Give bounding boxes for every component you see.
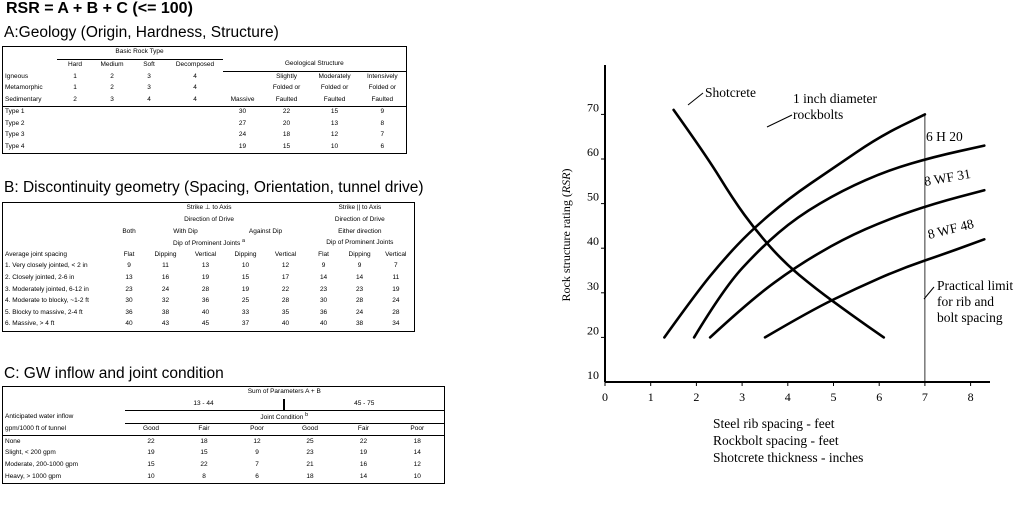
rock-cell: 2 [110, 84, 114, 92]
rating-cell: 24 [355, 308, 364, 316]
rating-cell: 19 [201, 273, 210, 281]
against-dip-header: Against Dip [248, 227, 283, 235]
rating-cell: 28 [355, 297, 364, 305]
shotcrete-leader [688, 93, 703, 105]
rating-cell: 8 [202, 472, 206, 480]
rating-cell: 15 [200, 449, 208, 457]
geo-col-header: Faulted [263, 95, 311, 107]
y-tick-label: 60 [587, 145, 599, 159]
either-direction-header: Either direction [338, 227, 382, 235]
rock-cell: 3 [147, 84, 151, 92]
rating-cell: 23 [319, 285, 328, 293]
rating-cell: 9 [357, 262, 362, 270]
series-label-4: 8 WF 48 [926, 215, 976, 242]
sum-parameters-header: Sum of Parameters A + B [247, 388, 321, 396]
type-cell: 6 [380, 142, 385, 150]
x-tick-label: 0 [602, 390, 608, 404]
series-label-2: 6 H 20 [926, 129, 963, 144]
rating-cell: 18 [306, 472, 314, 480]
geo-col-header: Folded or [272, 84, 301, 92]
rock-cell: 2 [110, 72, 114, 80]
rating-cell: 19 [147, 449, 155, 457]
geo-col-header: Folded or [368, 84, 397, 92]
rating-cell: 28 [392, 308, 400, 316]
rating-cell: 10 [147, 472, 155, 480]
dip-prominent-header [113, 238, 306, 250]
type-cell: 30 [238, 108, 247, 116]
rating-cell: 11 [392, 273, 400, 281]
rating-cell: 28 [201, 285, 210, 293]
type-cell: 8 [380, 119, 385, 127]
unit-header: gpm/1000 ft of tunnel [3, 423, 125, 436]
type-row-label: Type 1 [5, 108, 25, 116]
y-tick-label: 20 [587, 323, 599, 338]
x-tick-label: 2 [693, 390, 700, 404]
rating-cell: 38 [355, 320, 364, 328]
x-tick-label: 6 [876, 390, 883, 404]
geo-col-header: Folded or [320, 84, 349, 92]
rock-cell: 1 [73, 84, 77, 92]
geo-col-header: Massive [223, 95, 263, 107]
type-cell: 9 [380, 108, 385, 116]
sub-col-header: Dipping [154, 250, 177, 258]
rating-cell: 25 [241, 297, 250, 305]
series-line-1 [664, 114, 925, 337]
inflow-row-label: Moderate, 200-1000 gpm [5, 460, 78, 468]
rating-cell: 9 [255, 449, 259, 457]
rating-cell: 7 [394, 262, 398, 270]
rating-cell: 40 [201, 308, 210, 316]
spacing-row-label: 4. Moderate to blocky, ~1-2 ft [5, 297, 89, 305]
rating-cell: 32 [161, 297, 170, 305]
type-row-label: Type 4 [5, 142, 25, 150]
rating-cell: 22 [281, 285, 290, 293]
spacing-row-label: 1. Very closely jointed, < 2 in [5, 262, 88, 270]
hardness-col: Hard [67, 60, 83, 68]
geological-structure-header: Geological Structure [223, 59, 407, 71]
rating-cell: 15 [241, 273, 250, 281]
rating-cell: 22 [359, 437, 368, 445]
x-axis-label-line: Steel rib spacing - feet [713, 416, 835, 431]
rating-cell: 36 [201, 297, 210, 305]
rating-cell: 40 [319, 320, 328, 328]
rating-cell: 12 [413, 460, 421, 468]
rock-cell: 3 [147, 72, 151, 80]
x-tick-label: 7 [921, 390, 928, 404]
rating-cell: 6 [255, 472, 259, 480]
geo-col-header: Faulted [311, 95, 359, 107]
type-row-label: Type 2 [5, 119, 25, 127]
rating-cell: 40 [281, 320, 290, 328]
geo-col-header: Moderately [318, 72, 351, 80]
chart-ticks [587, 100, 974, 404]
rating-cell: 9 [321, 262, 326, 270]
rating-cell: 45 [201, 320, 210, 328]
rock-cell: 4 [168, 95, 223, 107]
rating-cell: 10 [241, 262, 250, 270]
rating-cell: 25 [306, 437, 314, 445]
spacing-row-label: 3. Moderately jointed, 6-12 in [5, 285, 89, 293]
rock-row-label: Metamorphic [5, 84, 43, 92]
footnote-a: a [242, 238, 246, 245]
section-c-title: C: GW inflow and joint condition [4, 365, 224, 382]
y-axis-label: Rock structure rating (RSR) [559, 168, 573, 302]
type-cell: 20 [282, 119, 291, 127]
type-cell: 12 [330, 131, 339, 139]
y-tick-label: 50 [587, 189, 599, 204]
series-label-0: Shotcrete [705, 85, 756, 100]
condition-col: Fair [337, 423, 391, 436]
sub-col-header: Flat [123, 250, 135, 258]
rating-cell: 38 [161, 308, 170, 316]
rating-cell: 13 [201, 262, 210, 270]
series-label-1: 1 inch diameter rockbolts [793, 91, 877, 122]
rating-cell: 22 [147, 437, 155, 445]
x-tick-label: 4 [784, 390, 791, 404]
footnote-b: b [305, 411, 309, 418]
condition-col: Good [284, 423, 337, 436]
both-header: Both [122, 227, 136, 235]
rating-cell: 19 [241, 285, 250, 293]
y-tick-label: 10 [587, 368, 599, 382]
rating-cell: 17 [281, 273, 290, 281]
rating-cell: 18 [200, 437, 208, 445]
with-dip-header: With Dip [173, 227, 198, 235]
rating-cell: 23 [125, 285, 133, 293]
page-title: RSR = A + B + C (<= 100) [6, 0, 193, 17]
spacing-row-label: 5. Blocky to massive, 2-4 ft [5, 308, 83, 316]
rating-cell: 14 [319, 273, 328, 281]
x-axis-label-line: Shotcrete thickness - inches [713, 450, 864, 465]
sub-col-header: Vertical [194, 250, 217, 258]
practical-limit-label: Practical limit for rib and bolt spacing [937, 278, 1014, 325]
spacing-row-label: 6. Massive, > 4 ft [5, 320, 55, 328]
rating-cell: 30 [125, 297, 133, 305]
rock-row-label: Igneous [5, 72, 29, 80]
rating-cell: 30 [319, 297, 328, 305]
rating-cell: 11 [162, 262, 169, 270]
geo-col-header [223, 71, 263, 83]
rating-cell: 40 [125, 320, 133, 328]
rating-cell: 13 [125, 273, 133, 281]
rock-cell: 4 [193, 72, 197, 80]
type-cell: 22 [282, 108, 291, 116]
direction-of-drive-header: Direction of Drive [334, 215, 385, 223]
rating-cell: 23 [306, 449, 314, 457]
type-cell: 13 [330, 119, 339, 127]
x-axis-label-line: Rockbolt spacing - feet [713, 433, 839, 448]
groundwater-table [2, 386, 445, 484]
rating-cell: 43 [161, 320, 170, 328]
type-cell: 19 [238, 142, 247, 150]
condition-col: Poor [391, 423, 445, 436]
condition-col: Poor [231, 423, 284, 436]
joint-condition-header [125, 411, 445, 424]
strike-perpendicular-header: Strike ⊥ to Axis [186, 204, 232, 212]
x-tick-label: 5 [830, 390, 837, 404]
basic-rock-type-header: Basic Rock Type [57, 47, 223, 60]
hardness-col: Medium [100, 60, 124, 68]
series-label-3: 8 WF 31 [922, 166, 972, 189]
rating-cell: 12 [281, 262, 290, 270]
rating-cell: 14 [355, 273, 364, 281]
rating-cell: 34 [392, 320, 400, 328]
type-cell: 24 [238, 131, 247, 139]
x-tick-label: 3 [739, 390, 746, 404]
rating-cell: 12 [253, 437, 261, 445]
sub-col-header: Vertical [274, 250, 297, 258]
rating-cell: 16 [161, 273, 170, 281]
range-45-75: 45 - 75 [284, 399, 445, 411]
rating-cell: 18 [413, 437, 421, 445]
type-cell: 15 [282, 142, 291, 150]
rating-cell: 9 [127, 262, 131, 270]
y-tick-label: 30 [587, 278, 599, 293]
inflow-header: Anticipated water inflow [5, 412, 74, 420]
inflow-row-label: None [5, 437, 21, 445]
rating-cell: 22 [200, 460, 208, 468]
inflow-row-label: Slight, < 200 gpm [5, 449, 56, 457]
rock-row-label: Sedimentary [3, 95, 57, 107]
type-cell: 27 [238, 119, 247, 127]
y-tick-label: 70 [587, 100, 599, 115]
rating-cell: 14 [413, 449, 421, 457]
x-tick-label: 8 [967, 390, 974, 404]
geology-table [2, 46, 407, 154]
spacing-header: Average joint spacing [5, 250, 68, 258]
spacing-row-label: 2. Closely jointed, 2-6 in [5, 273, 75, 281]
geo-col-header: Faulted [359, 95, 407, 107]
condition-col: Good [125, 423, 178, 436]
rating-cell: 15 [147, 460, 155, 468]
rock-cell: 2 [57, 95, 94, 107]
geo-col-header: Intensively [366, 72, 398, 80]
inflow-row-label: Heavy, > 1000 gpm [5, 472, 62, 480]
sub-col-header: Dipping [234, 250, 257, 258]
sub-col-header: Flat [318, 250, 329, 258]
section-a-title: A:Geology (Origin, Hardness, Structure) [4, 24, 279, 41]
x-tick-label: 1 [647, 390, 654, 404]
type-cell: 15 [330, 108, 339, 116]
rating-cell: 36 [125, 308, 133, 316]
rating-cell: 37 [241, 320, 250, 328]
type-cell: 7 [380, 131, 385, 139]
rating-cell: 24 [161, 285, 170, 293]
rating-cell: 19 [359, 449, 368, 457]
support-chart [545, 55, 1020, 470]
rating-cell: 28 [281, 297, 290, 305]
type-row-label: Type 3 [5, 131, 25, 139]
hardness-col: Soft [143, 60, 155, 68]
rating-cell: 10 [413, 472, 421, 480]
rating-cell: 19 [392, 285, 400, 293]
rating-cell: 24 [392, 297, 400, 305]
dip-prominent-label: Dip of Prominent Joints [173, 240, 241, 248]
condition-col: Fair [178, 423, 231, 436]
dip-prominent-header: Dip of Prominent Joints [326, 239, 394, 247]
rating-cell: 23 [355, 285, 364, 293]
strike-parallel-header: Strike || to Axis [338, 204, 382, 212]
geo-col-header: Slightly [276, 72, 298, 80]
joint-condition-label: Joint Condition [260, 413, 304, 421]
rock-cell: 4 [131, 95, 168, 107]
type-cell: 10 [330, 142, 339, 150]
sub-col-header: Vertical [385, 250, 407, 258]
x-axis-label [713, 416, 863, 465]
range-13-44: 13 - 44 [125, 399, 284, 411]
rating-cell: 33 [241, 308, 250, 316]
rock-cell: 4 [193, 84, 197, 92]
sub-col-header: Dipping [348, 250, 371, 258]
y-tick-label: 40 [587, 234, 599, 249]
rock-cell: 3 [94, 95, 131, 107]
series-line-0 [674, 110, 884, 338]
hardness-col: Decomposed [175, 60, 215, 68]
rating-cell: 14 [359, 472, 368, 480]
rating-cell: 35 [281, 308, 290, 316]
practical-limit-leader [924, 287, 934, 299]
rockbolt-leader [767, 115, 792, 127]
rating-cell: 7 [255, 460, 259, 468]
rock-cell: 1 [73, 72, 77, 80]
type-cell: 18 [282, 131, 291, 139]
rating-cell: 21 [306, 460, 314, 468]
geo-col-header [223, 83, 263, 95]
discontinuity-table [2, 202, 415, 332]
rating-cell: 36 [319, 308, 328, 316]
direction-of-drive-header: Direction of Drive [184, 215, 234, 223]
rating-cell: 16 [359, 460, 368, 468]
section-b-title: B: Discontinuity geometry (Spacing, Orientation, tunnel drive) [4, 179, 424, 196]
